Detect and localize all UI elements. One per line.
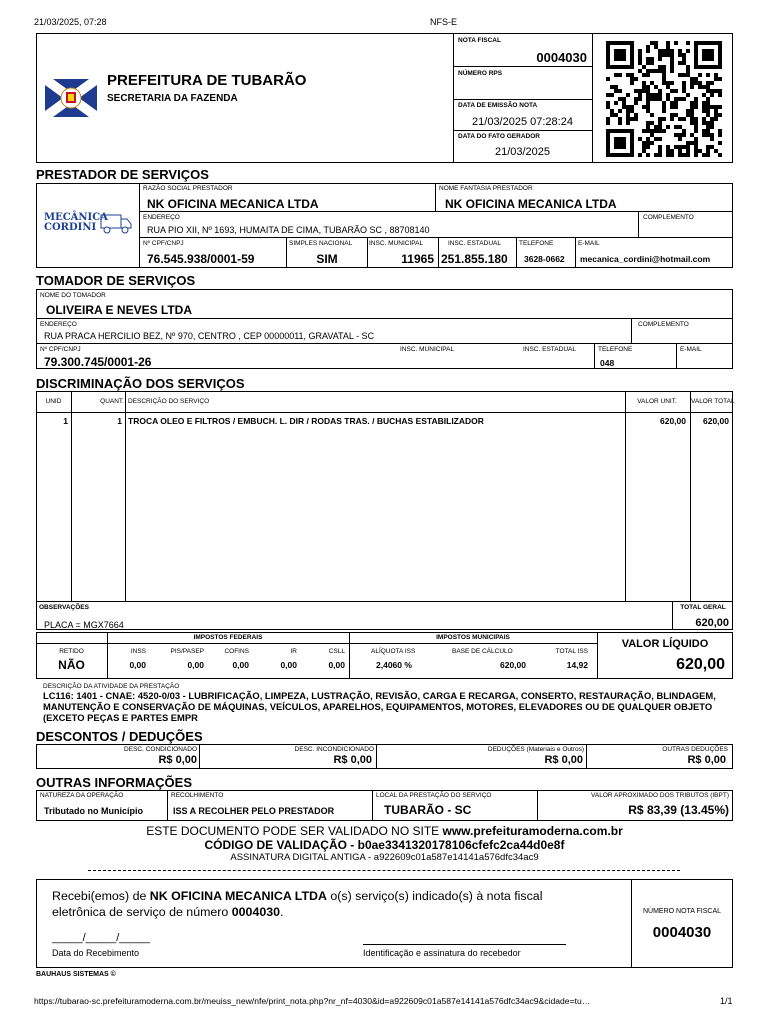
tomador-telefone: 048 (600, 358, 615, 368)
obs-label: OBSERVAÇÕES (39, 604, 89, 611)
prestador-municipal: 11965 (401, 252, 434, 266)
outras-section-title: OUTRAS INFORMAÇÕES (36, 775, 192, 790)
logo-line1: MECÂNICA (44, 212, 108, 223)
tomador-cnpj: 79.300.745/0001-26 (44, 355, 152, 369)
tomador-estadual-label: INSC. ESTADUAL (523, 346, 576, 353)
total-iss-label: TOTAL ISS (555, 648, 588, 655)
col-unid: UNID (45, 398, 62, 405)
recibo-text (52, 888, 624, 920)
print-title: NFS-E (430, 17, 457, 27)
logo-line2: CORDINI (44, 222, 97, 233)
org-subtitle: SECRETARIA DA FAZENDA (107, 93, 238, 104)
pis-label: PIS/PASEP (170, 648, 204, 655)
tomador-nome-label: NOME DO TOMADOR (40, 292, 106, 299)
prestador-endereco-label: ENDEREÇO (143, 214, 180, 221)
validacao-site-link[interactable]: www.prefeituramoderna.com.br (442, 824, 623, 838)
recolhimento-label: RECOLHIMENTO (171, 792, 224, 799)
prestador-telefone: 3628-0662 (524, 254, 565, 264)
data-emissao: 21/03/2025 07:28:24 (472, 116, 573, 128)
recibo-text-a: Recebi(emos) de (52, 889, 150, 903)
base-value: 620,00 (500, 660, 526, 670)
sistema-footer: BAUHAUS SISTEMAS © (36, 971, 116, 978)
recibo-text-b: o(s) serviço(s) indicado(s) à nota fiscal (326, 889, 543, 903)
retido-value: NÃO (58, 658, 85, 672)
assinatura-digital: ASSINATURA DIGITAL ANTIGA - a922609c01a587e14141a576dfc34ac9 (230, 852, 539, 863)
col-total: VALOR TOTAL (691, 398, 735, 405)
base-label: BASE DE CÁLCULO (452, 648, 513, 655)
recolhimento-value: ISS A RECOLHER PELO PRESTADOR (173, 806, 335, 816)
print-datetime: 21/03/2025, 07:28 (34, 17, 107, 27)
tomador-endereco: RUA PRACA HERCILIO BEZ, Nº 970, CENTRO , CEP 00000011, GRAVATAL - SC (44, 331, 375, 341)
org-title: PREFEITURA DE TUBARÃO (107, 72, 307, 89)
inss-value: 0,00 (129, 660, 146, 670)
prestador-cnpj-label: Nº CPF/CNPJ (143, 240, 184, 247)
prestador-complemento-label: COMPLEMENTO (643, 214, 694, 221)
nota-fiscal-number: 0004030 (536, 50, 587, 65)
tomador-section-title: TOMADOR DE SERVIÇOS (36, 273, 196, 288)
local-label: LOCAL DA PRESTAÇÃO DO SERVIÇO (376, 792, 492, 799)
aliquota-value: 2,4060 % (376, 660, 412, 670)
numero-rps-label: NÚMERO RPS (458, 70, 503, 77)
validacao-prefix: ESTE DOCUMENTO PODE SER VALIDADO NO SITE (146, 824, 443, 838)
recibo-numero: 0004030 (231, 905, 281, 919)
item-unid: 1 (63, 416, 68, 426)
cofins-label: COFINS (224, 648, 249, 655)
deducoes-value: R$ 0,00 (544, 754, 583, 766)
recibo-text-d: . (280, 905, 284, 919)
recibo-data-label: Data do Recebimento (52, 948, 140, 958)
prestador-estadual-label: INSC. ESTADUAL (448, 240, 501, 247)
descontos-section-title: DESCONTOS / DEDUÇÕES (36, 729, 203, 744)
recibo-numero-label: NÚMERO NOTA FISCAL (642, 908, 722, 915)
print-page-number: 1/1 (720, 996, 733, 1006)
simples-value: SIM (316, 252, 338, 266)
tomador-nome: OLIVEIRA E NEVES LTDA (46, 303, 193, 317)
city-flag-emblem (45, 79, 97, 117)
obs-value: PLACA = MGX7664 (44, 620, 124, 630)
col-quant: QUANT. (100, 398, 124, 405)
prestador-section-title: PRESTADOR DE SERVIÇOS (36, 167, 209, 182)
deducoes-label-row (378, 746, 584, 753)
deducoes-label: DEDUÇÕES (487, 746, 525, 753)
tomador-municipal-label: INSC. MUNICIPAL (400, 346, 455, 353)
prestador-email: mecanica_cordini@hotmail.com (580, 254, 711, 264)
atividade-label: DESCRIÇÃO DA ATIVIDADE DA PRESTAÇÃO (43, 683, 180, 690)
print-url-link[interactable]: https://tubarao-sc.prefeituramoderna.com.br/meuiss_new/nfe/print_nota.php?nr_nf=4030&id=a922609c01a587e14141a576dfc34ac9&cidade=tu… (34, 996, 591, 1006)
tomador-telefone-label: TELEFONE (598, 346, 633, 353)
cut-line (88, 870, 680, 871)
csll-label: CSLL (328, 648, 345, 655)
atividade-text: LC116: 1401 - CNAE: 4520-0/03 - LUBRIFICAÇÃO, LIMPEZA, LUSTRAÇÃO, REVISÃO, CARGA E RECARGA, CONSERTO, RESTAURAÇÃO, BLINDAGEM, MANUTENÇÃO E CONSERVAÇÃO DE MÁQUINAS, VEÍCULOS, APARELHOS, EQUIPAMENTOS, MOTORES, ELEVADORES OU DE QUALQUER OBJETO (EXCETO PEÇAS E PARTES EMPR (43, 690, 716, 723)
inss-label: INSS (130, 648, 146, 655)
prestador-cnpj: 76.545.938/0001-59 (147, 252, 255, 266)
natureza-value: Tributado no Município (44, 806, 143, 816)
retido-label: RETIDO (59, 648, 84, 655)
nota-fiscal-label: NOTA FISCAL (458, 37, 501, 44)
validacao-line (36, 824, 733, 838)
servicos-table (36, 391, 733, 630)
fantasia-value: NK OFICINA MECANICA LTDA (445, 197, 617, 211)
tributos-label: VALOR APROXIMADO DOS TRIBUTOS (IBPT) (591, 792, 729, 799)
pis-value: 0,00 (187, 660, 204, 670)
tomador-complemento-label: COMPLEMENTO (638, 321, 689, 328)
ir-value: 0,00 (280, 660, 297, 670)
cofins-value: 0,00 (232, 660, 249, 670)
data-fato: 21/03/2025 (494, 146, 551, 158)
fantasia-label: NOME FANTASIA PRESTADOR (439, 185, 533, 192)
total-geral: 620,00 (695, 617, 729, 629)
impostos-municipais-title: IMPOSTOS MUNICIPAIS (436, 634, 510, 641)
csll-value: 0,00 (328, 660, 345, 670)
tomador-email-label: E-MAIL (680, 346, 702, 353)
servicos-section-title: DISCRIMINAÇÃO DOS SERVIÇOS (36, 376, 245, 391)
valor-liquido: 620,00 (676, 656, 725, 673)
impostos-federais-title: IMPOSTOS FEDERAIS (193, 634, 263, 641)
prestador-logo (44, 213, 108, 233)
recibo-prestador: NK OFICINA MECANICA LTDA (149, 889, 327, 903)
tributos-value: R$ 83,39 (13.45%) (628, 803, 729, 817)
local-value: TUBARÃO - SC (384, 803, 472, 817)
deducoes-note: (Materiais e Outros) (526, 746, 584, 753)
truck-icon (100, 212, 132, 236)
recibo-numero-box: 0004030 (652, 924, 712, 941)
outras-deducoes-label: OUTRAS DEDUÇÕES (662, 746, 728, 753)
desc-cond-label: DESC. CONDICIONADO (124, 746, 197, 753)
outras-deducoes-value: R$ 0,00 (687, 754, 726, 766)
desc-incond-value: R$ 0,00 (333, 754, 372, 766)
item-quant: 1 (117, 416, 122, 426)
tomador-cnpj-label: Nº CPF/CNPJ (40, 346, 81, 353)
col-desc: DESCRIÇÃO DO SERVIÇO (128, 398, 210, 405)
prestador-municipal-label: INSC. MUNICIPAL (369, 240, 424, 247)
data-fato-label: DATA DO FATO GERADOR (458, 133, 540, 140)
item-desc: TROCA OLEO E FILTROS / EMBUCH. L. DIR / RODAS TRAS. / BUCHAS ESTABILIZADOR (128, 416, 484, 426)
prestador-email-label: E-MAIL (578, 240, 600, 247)
aliquota-label: ALÍQUOTA ISS (371, 648, 416, 655)
desc-incond-label: DESC. INCONDICIONADO (294, 746, 374, 753)
desc-cond-value: R$ 0,00 (158, 754, 197, 766)
tomador-endereco-label: ENDEREÇO (40, 321, 77, 328)
recibo-text-c: eletrônica de serviço de número (52, 905, 232, 919)
item-total: 620,00 (703, 416, 729, 426)
col-unit: VALOR UNIT. (637, 398, 677, 405)
data-emissao-label: DATA DE EMISSÃO NOTA (458, 102, 538, 109)
prestador-telefone-label: TELEFONE (519, 240, 554, 247)
razao-label: RAZÃO SOCIAL PRESTADOR (143, 185, 233, 192)
total-iss-value: 14,92 (566, 660, 588, 670)
razao-value: NK OFICINA MECANICA LTDA (147, 197, 319, 211)
prestador-estadual: 251.855.180 (441, 252, 508, 266)
qr-code (605, 41, 723, 157)
total-geral-label: TOTAL GERAL (680, 604, 726, 611)
natureza-label: NATUREZA DA OPERAÇÃO (40, 792, 124, 799)
codigo-validacao: CÓDIGO DE VALIDAÇÃO - b0ae3341320178106cfefc2ca44d0e8f (204, 838, 565, 852)
simples-label: SIMPLES NACIONAL (289, 240, 353, 247)
item-unit: 620,00 (660, 416, 686, 426)
recibo-date-line: _____/_____/_____ (52, 932, 150, 944)
valor-liquido-label: VALOR LÍQUIDO (621, 638, 709, 650)
recibo-assinatura-label: Identificação e assinatura do recebedor (363, 948, 521, 958)
ir-label: IR (290, 648, 297, 655)
prestador-endereco: RUA PIO XII, Nº 1693, HUMAITA DE CIMA, TUBARÃO SC , 88708140 (147, 225, 430, 235)
